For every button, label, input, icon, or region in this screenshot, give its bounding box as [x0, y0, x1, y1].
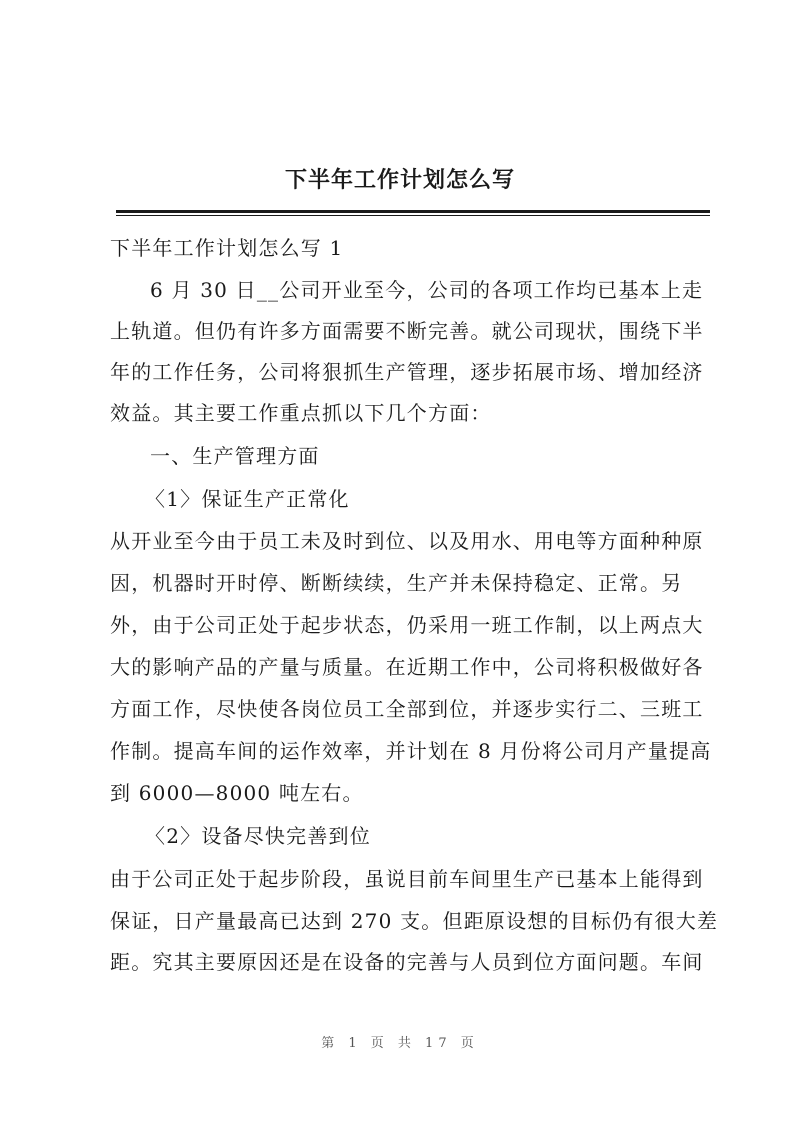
paragraph-line: 保证，日产量最高已达到 270 支。但距原设想的目标仍有很大差 — [110, 909, 719, 933]
paragraph-line: 大的影响产品的产量与质量。在近期工作中，公司将积极做好各 — [110, 655, 704, 679]
paragraph-line: 作制。提高车间的运作效率，并计划在 8 月份将公司月产量提高 — [110, 739, 712, 763]
title-rule-thick — [116, 210, 710, 213]
section-heading: 下半年工作计划怎么写 1 — [110, 236, 344, 260]
page-title: 下半年工作计划怎么写 — [284, 167, 515, 193]
title-rule-thin — [116, 215, 710, 216]
subheading: 一、生产管理方面 — [150, 444, 320, 468]
paragraph-line: 距。究其主要原因还是在设备的完善与人员到位方面问题。车间 — [110, 950, 704, 974]
paragraph-line: 由于公司正处于起步阶段，虽说目前车间里生产已基本上能得到 — [110, 867, 704, 891]
page-footer: 第 1 页 共 17 页 — [321, 1036, 479, 1051]
paragraph-line: 从开业至今由于员工未及时到位、以及用水、用电等方面种种原 — [110, 529, 704, 553]
paragraph-line: 外，由于公司正处于起步状态，仍采用一班工作制，以上两点大 — [110, 613, 704, 637]
paragraph-line: 6 月 30 日__公司开业至今，公司的各项工作均已基本上走 — [150, 278, 704, 302]
subheading: 〈1〉保证生产正常化 — [145, 487, 350, 511]
paragraph-line: 到 6000—8000 吨左右。 — [110, 781, 364, 805]
paragraph-line: 因，机器时开时停、断断续续，生产并未保持稳定、正常。另 — [110, 571, 683, 595]
paragraph-line: 方面工作，尽快使各岗位员工全部到位，并逐步实行二、三班工 — [110, 697, 704, 721]
paragraph-line: 上轨道。但仍有许多方面需要不断完善。就公司现状，围绕下半 — [110, 319, 704, 343]
paragraph-line: 年的工作任务，公司将狠抓生产管理，逐步拓展市场、增加经济 — [110, 360, 704, 384]
paragraph-line: 效益。其主要工作重点抓以下几个方面： — [110, 401, 492, 425]
subheading: 〈2〉设备尽快完善到位 — [145, 824, 371, 848]
